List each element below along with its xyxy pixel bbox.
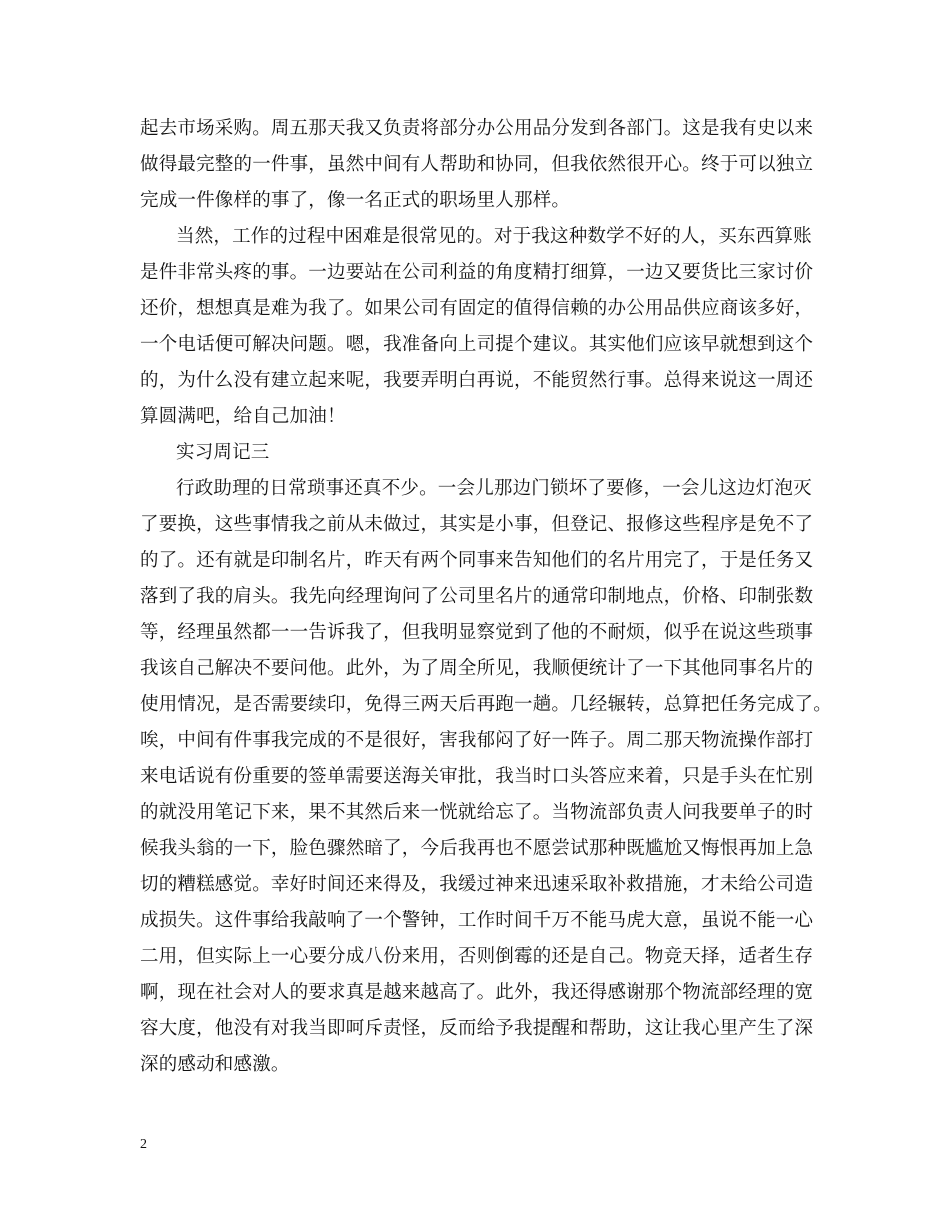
text-line: 切的糟糕感觉。幸好时间还来得及，我缓过神来迅速采取补救措施，才未给公司造 [140, 874, 814, 895]
text-line: 做得最完整的一件事，虽然中间有人帮助和协同，但我依然很开心。终于可以独立 [140, 154, 814, 175]
text-line: 容大度，他没有对我当即呵斥责怪，反而给予我提醒和帮助，这让我心里产生了深 [140, 1018, 814, 1039]
text-line: 二用，但实际上一心要分成八份来用，否则倒霉的还是自己。物竞天择，适者生存 [140, 946, 814, 967]
text-line: 的就没用笔记下来，果不其然后来一恍就给忘了。当物流部负责人问我要单子的时 [140, 802, 814, 823]
text-line: 成损失。这件事给我敲响了一个警钟，工作时间千万不能马虎大意，虽说不能一心 [140, 910, 814, 931]
text-line: 完成一件像样的事了，像一名正式的职场里人那样。 [140, 190, 571, 211]
text-line: 算圆满吧，给自己加油！ [140, 406, 346, 427]
text-line: 的，为什么没有建立起来呢，我要弄明白再说，不能贸然行事。总得来说这一周还 [140, 370, 814, 391]
text-line: 唉，中间有件事我完成的不是很好，害我郁闷了好一阵子。周二那天物流操作部打 [140, 730, 814, 751]
text-line: 落到了我的肩头。我先向经理询问了公司里名片的通常印制地点，价格、印制张数 [140, 586, 814, 607]
paragraph-first-line: 行政助理的日常琐事还真不少。一会儿那边门锁坏了要修，一会儿这边灯泡灭 [176, 478, 812, 499]
text-line: 候我头翁的一下，脸色骤然暗了，今后我再也不愿尝试那种既尴尬又悔恨再加上急 [140, 838, 814, 859]
text-line: 等，经理虽然都一一告诉我了，但我明显察觉到了他的不耐烦，似乎在说这些琐事 [140, 622, 814, 643]
section-heading: 实习周记三 [176, 442, 270, 463]
text-line: 啊，现在社会对人的要求真是越来越高了。此外，我还得感谢那个物流部经理的宽 [140, 982, 814, 1003]
text-line: 了要换，这些事情我之前从未做过，其实是小事，但登记、报修这些程序是免不了 [140, 514, 814, 535]
text-line: 使用情况，是否需要续印，免得三两天后再跑一趟。几经辗转，总算把任务完成了。 [140, 694, 832, 715]
text-line: 一个电话便可解决问题。嗯，我准备向上司提个建议。其实他们应该早就想到这个 [140, 334, 814, 355]
text-line: 的了。还有就是印制名片，昨天有两个同事来告知他们的名片用完了，于是任务又 [140, 550, 814, 571]
text-line: 我该自己解决不要问他。此外，为了周全所见，我顺便统计了一下其他同事名片的 [140, 658, 814, 679]
text-line: 起去市场采购。周五那天我又负责将部分办公用品分发到各部门。这是我有史以来 [140, 118, 814, 139]
page-number: 2 [140, 1137, 147, 1152]
text-line: 还价，想想真是难为我了。如果公司有固定的值得信赖的办公用品供应商该多好， [140, 298, 814, 319]
text-line: 是件非常头疼的事。一边要站在公司利益的角度精打细算，一边又要货比三家讨价 [140, 262, 814, 283]
paragraph-first-line: 当然，工作的过程中困难是很常见的。对于我这种数学不好的人，买东西算账 [176, 226, 812, 247]
text-line: 深的感动和感激。 [140, 1054, 290, 1075]
text-line: 来电话说有份重要的签单需要送海关审批，我当时口头答应来着，只是手头在忙别 [140, 766, 814, 787]
